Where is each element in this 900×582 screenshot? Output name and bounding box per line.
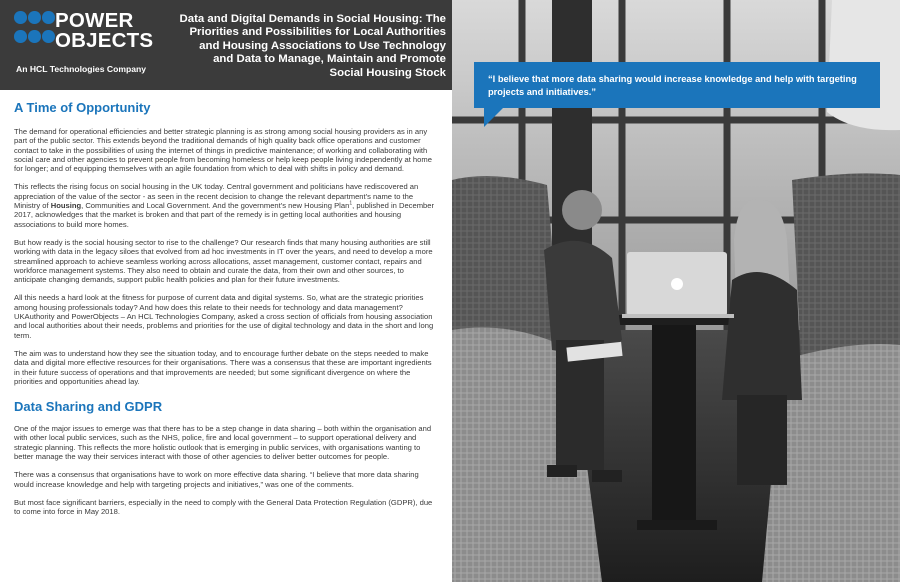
paragraph: But how ready is the social housing sector to rise to the challenge? Our research finds that many housing authorities are still working with data in the legacy siloes that evolved from ad hoc investments in IT over the years, and need to develop a more streamlined approach to achieve seamless working across allocations, asset management, customer contact, repairs and workforce management systems. They also need to obtain and curate the data, from their own and other sources, to anticipate changing demands, support public health policies and plan for their future investments. [14,237,433,285]
document-title: Data and Digital Demands in Social Housing: The Priorities and Possibilities for Local Authorities and Housing Associations to Use Technology and Data to Manage, Maintain and Promote Social Housing Stock [179,13,446,79]
pull-quote-text: “I believe that more data sharing would increase knowledge and help with targeting projects and initiatives.” [488,74,857,97]
paragraph-part: , Communities and Local Government. And the government's new Housing Plan [81,201,350,211]
section-heading-opportunity: A Time of Opportunity [14,100,151,115]
section-heading-data-sharing: Data Sharing and GDPR [14,399,163,415]
paragraph [14,182,438,228]
paragraph: The aim was to understand how they see the situation today, and to encourage further debate on the steps needed to make data and digital more effective resources for their organisations. There was a consensus that these are important ingredients in their future success of operations and that improvements are needed; but some significant divergence on where the priorities and opportunities ahead lay. [14,348,432,386]
footnote-marker: 1 [349,200,353,207]
logo-word-power: POWER [55,9,134,32]
paragraph: All this needs a hard look at the fitness for purpose of current data and digital systems. So, what are the strategic priorities among housing professionals today? And how does this relate to their needs for technology and data management? UKAuthority and PowerObjects – An HCL Technologies Company, asked a cross section of officials from housing association and local authorities about their needs, problems and priorities for the use of digital technology and data in the short and long term. [14,293,434,340]
paragraph: There was a consensus that organisations have to work on more effective data sharing. “I believe that more data sharing would increase knowledge and help with targeting projects and initiatives,” was one of the comments. [14,470,419,489]
paragraph: One of the major issues to emerge was that there has to be a step change in data sharing – both within the organisation and with other local public services, such as the NHS, police, fire and local government – to support operational delivery and strategic planning. This reflects the more holistic outlook that is emerging in public services, with organisations wanting to better manage the way their services interact with those of other agencies to deliver better outcomes for people. [14,424,432,462]
powerobjects-logo [14,9,164,79]
logo-word-objects: OBJECTS [55,29,154,52]
pull-quote-box [474,62,880,108]
bold-word-housing: Housing [50,201,82,211]
logo-dots-icon [14,11,58,49]
paragraph-part: , published in December 2017, acknowledges that the market is broken and that part of the remedy is in getting local authorities and housing associations to build more homes. [14,201,434,229]
article-body [14,100,438,517]
paragraph-part: This reflects the rising focus on social housing in the UK today. Central government and politicians have rediscovered an appreciation of the value of the sector - as seen in the recent decision to change the relevant department's name to the Ministry of [14,182,419,211]
header-banner [0,0,452,90]
paragraph: But most face significant barriers, especially in the need to comply with the General Data Protection Regulation (GDPR), due to come into force in May 2018. [14,497,433,517]
paragraph: The demand for operational efficiencies and better strategic planning is as strong among social housing providers as in any part of the public sector. This extends beyond the traditional demands of high quality back office operations and customer contact to take in the possibilities of using the internet of things in predictive maintenance; of working and collaborating with social care and other agencies to prevent people from becoming homeless or help keep people living independently at home for longer; and of equipping themselves with an agile foundation from which to deal with shifts in policy and demand. [14,127,432,174]
pull-quote-tail [484,107,504,127]
logo-tagline: An HCL Technologies Company [16,64,147,74]
